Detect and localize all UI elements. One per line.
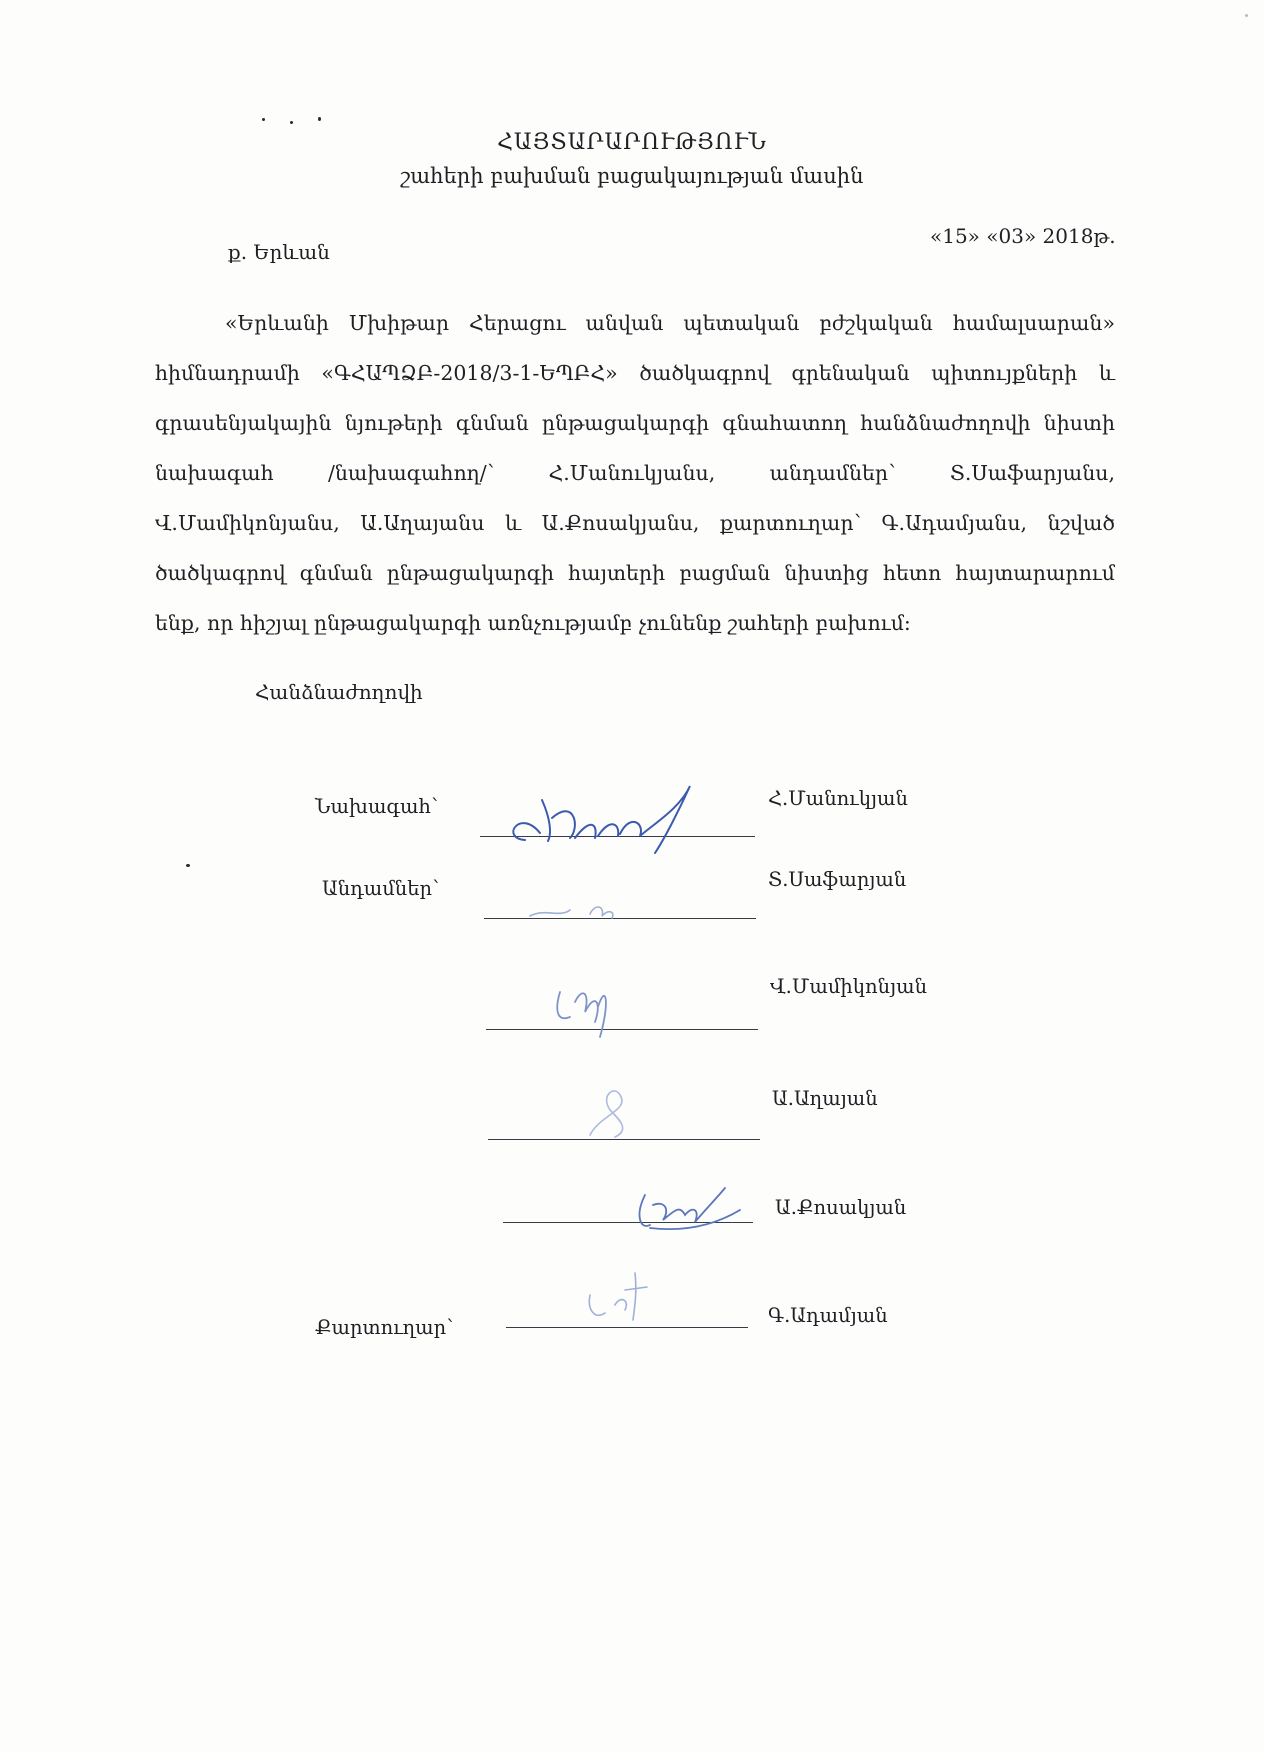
scan-speck [186, 864, 190, 867]
document-date: «15» «03» 2018թ. [930, 224, 1116, 248]
signatory-name: Տ.Սաֆարյան [768, 868, 907, 891]
scan-speck [290, 121, 293, 124]
signatory-name: Ա.Աղայան [772, 1087, 878, 1110]
body-line: ենք, որ հիշյալ ընթացակարգի առնչությամբ չունենք շահերի բախում: [155, 611, 911, 635]
document-title: ՀԱՅՏԱՐԱՐՈՒԹՅՈՒՆ [497, 130, 767, 155]
declaration-body [155, 298, 1115, 648]
body-line: «Երևանի Մխիթար Հերացու անվան պետական բժշկական համալսարան» [225, 311, 1115, 335]
signature-member [540, 972, 640, 1042]
document-subtitle: շահերի բախման բացակայության մասին [400, 164, 864, 188]
signatory-name: Ա.Քոսակյան [775, 1196, 907, 1219]
body-line: նախագահ /նախագահող/՝ Հ.Մանուկյանս, անդամներ՝ Տ.Սաֆարյանս, [155, 461, 1115, 485]
signatory-role-chair: Նախագահ՝ [315, 795, 439, 818]
signatory-name: Վ.Մամիկոնյան [770, 975, 927, 998]
signature-secretary [575, 1265, 675, 1335]
signature-member [560, 1075, 660, 1145]
signatory-name: Գ.Ադամյան [768, 1304, 888, 1327]
signatory-name: Հ.Մանուկյան [768, 787, 908, 810]
commission-label: Հանձնաժողովի [255, 680, 423, 704]
signature-member [520, 888, 640, 928]
scan-speck [318, 117, 321, 121]
document-city: ք. Երևան [228, 240, 330, 264]
signatory-role-secretary: Քարտուղար՝ [315, 1316, 454, 1339]
signature-member [605, 1180, 755, 1240]
scan-speck [1245, 14, 1248, 17]
body-line: Վ.Մամիկոնյանս, Ա.Աղայանս և Ա.Քոսակյանս, քարտուղար՝ Գ.Ադամյանս, նշված [155, 511, 1115, 535]
scan-speck [262, 118, 265, 121]
signatory-role-members: Անդամներ՝ [322, 877, 440, 900]
body-line: հիմնադրամի «ԳՀԱՊՁԲ-2018/3-1-ԵՊԲՀ» ծածկագրով գրենական պիտույքների և [155, 361, 1115, 385]
body-line: ծածկագրով գնման ընթացակարգի հայտերի բացման նիստից հետո հայտարարում [155, 561, 1115, 585]
signature-chair [480, 778, 740, 858]
body-line: գրասենյակային նյութերի գնման ընթացակարգի գնահատող հանձնաժողովի նիստի [155, 411, 1115, 435]
